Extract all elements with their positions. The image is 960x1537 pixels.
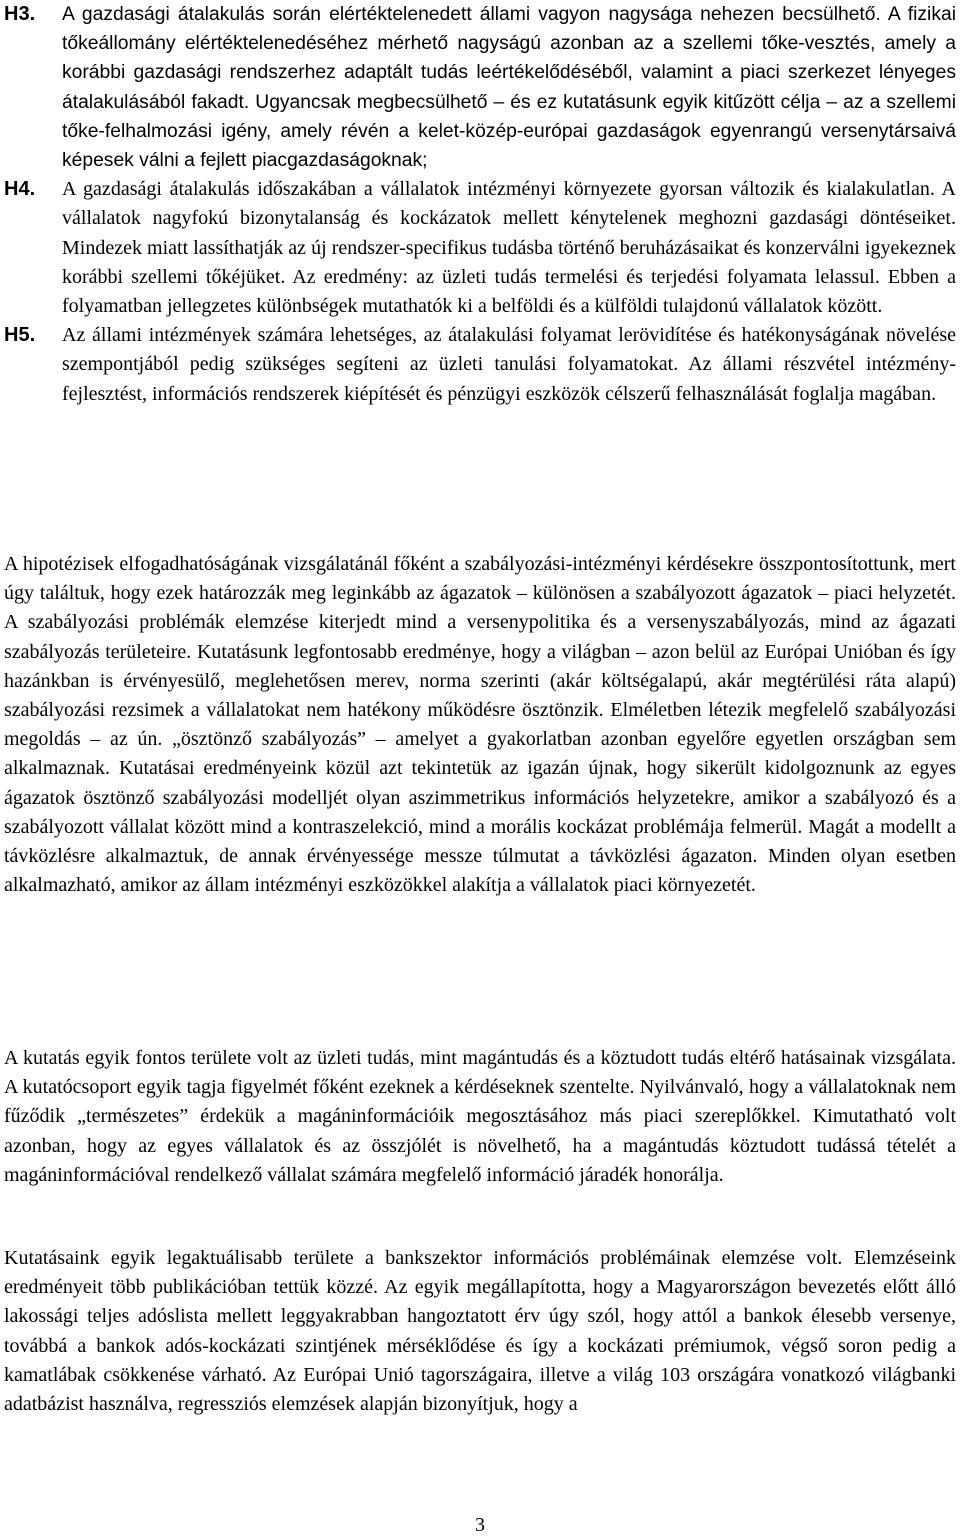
hypothesis-text: A gazdasági átalakulás időszakában a vállalatok intézményi környezete gyorsan változik és kialakulatlan. A vállalatok nagyfokú bizonytalanság és kockázatok mellett kénytelenek meghozni gazdasági döntéseiket. Mindezek miatt lassíthatják az új rendszer-specifikus tudásba történő beruházásaikat és konzerválni igyekeznek korábbi szellemi tőkéjüket. Az eredmény: az üzleti tudás termelési és terjedési folyamata lelassul. Ebben a folyamatban jellegzetes különbségek mutathatók ki a belföldi és a külföldi tulajdonú vállalatok között. (62, 178, 956, 318)
hypothesis-h4 (4, 175, 956, 321)
hypothesis-label: H4. (4, 178, 36, 201)
hypothesis-text: A gazdasági átalakulás során elértéktelenedett állami vagyon nagysága nehezen becsülhető. A fizikai tőkeállomány elértéktelenedéséhez mérhető nagyságú azonban az a szellemi tőke-vesztés, amely a korábbi gazdasági rendszerhez adaptált tudás leértékelődéséből, valamint a piaci szerkezet lényeges átalakulásából fakadt. Ugyancsak megbecsülhető – és ez kutatásunk egyik kitűzött célja – az a szellemi tőke-felhalmozási igény, amely révén a kelet-közép-európai gazdaságok egyenrangú versenytársaivá képesek válni a fejlett piacgazdaságoknak; (62, 4, 956, 172)
hypothesis-list (4, 0, 956, 409)
body-paragraph-business-knowledge: A kutatás egyik fontos területe volt az üzleti tudás, mint magántudás és a köztudott tudás eltérő hatásainak vizsgálata. A kutatócsoport egyik tagja figyelmét főként ezeknek a kérdéseknek szentelte. Nyilvánvaló, hogy a vállalatoknak nem fűződik „természetes” érdekük a magáninformációik megosztásához más piaci szereplőkkel. Kimutatható volt azonban, hogy az egyes vállalatok és az összjólét is növelhető, ha a magántudás köztudott tudássá tételét a magáninformációval rendelkező vállalat számára megfelelő információ járadék honorálja. (4, 1047, 956, 1186)
hypothesis-h3 (4, 0, 956, 175)
page-number: 3 (475, 1514, 485, 1536)
hypothesis-h5 (4, 321, 956, 409)
hypothesis-label: H3. (4, 3, 36, 25)
hypothesis-label: H5. (4, 324, 36, 347)
body-paragraph-banking: Kutatásaink egyik legaktuálisabb területe a bankszektor információs problémáinak elemzése volt. Elemzéseink eredményeit több publikációban tettük közzé. Az egyik megállapította, hogy a Magyarországon bevezetés előtt álló lakossági teljes adóslista mellett leggyakrabban hangoztatott érv úgy szól, hogy attól a bankok élesebb versenye, továbbá a bankok adós-kockázati szintjének mérséklődése és így a kockázati prémiumok, végső soron pedig a kamatlábak csökkenése várható. Az Európai Unió tagországaira, illetve a világ 103 országára vonatkozó világbanki adatbázist használva, regressziós elemzések alapján bizonyítjuk, hogy a (4, 1247, 956, 1416)
body-paragraph-regulation: A hipotézisek elfogadhatóságának vizsgálatánál főként a szabályozási-intézményi kérdésekre összpontosítottunk, mert úgy találtuk, hogy ezek határozzák meg leginkább az ágazatok – különösen a szabályozott ágazatok – piaci helyzetét. A szabályozási problémák elemzése kiterjedt mind a versenypolitika és a versenyszabályozás, mind az ágazati szabályozás területeire. Kutatásunk legfontosabb eredménye, hogy a világban – azon belül az Európai Unióban és így hazánkban is érvényesülő, meglehetősen merev, norma szerinti (akár költségalapú, akár megtérülési ráta alapú) szabályozási rezsimek a vállalatokat nem hatékony működésre ösztönzik. Elméletben létezik megfelelő szabályozási megoldás – az ún. „ösztönző szabályozás” – amelyet a gyakorlatban azonban egyelőre egyetlen országban sem alkalmaznak. Kutatásai eredményeink közül azt tekintetük az igazán újnak, hogy sikerült kidolgoznunk az egyes ágazatok ösztönző szabályozási modelljét olyan aszimmetrikus információs helyzetekre, amikor a szabályozó és a szabályozott vállalat között mind a kontraszelekció, mind a morális kockázat problémája felmerül. Magát a modellt a távközlésre alkalmaztuk, de annak érvényessége messze túlmutat a távközlési ágazaton. Minden olyan esetben alkalmazható, amikor az állam intézményi eszközökkel alakítja a vállalatok piaci környezetét. (4, 553, 956, 897)
hypothesis-text: Az állami intézmények számára lehetséges, az átalakulási folyamat lerövidítése és hatékonyságának növelése szempontjából pedig szükséges segíteni az üzleti tanulási folyamatokat. Az állami részvétel intézmény-fejlesztést, információs rendszerek kiépítését és pénzügyi eszközök célszerű felhasználását foglalja magában. (62, 324, 956, 405)
